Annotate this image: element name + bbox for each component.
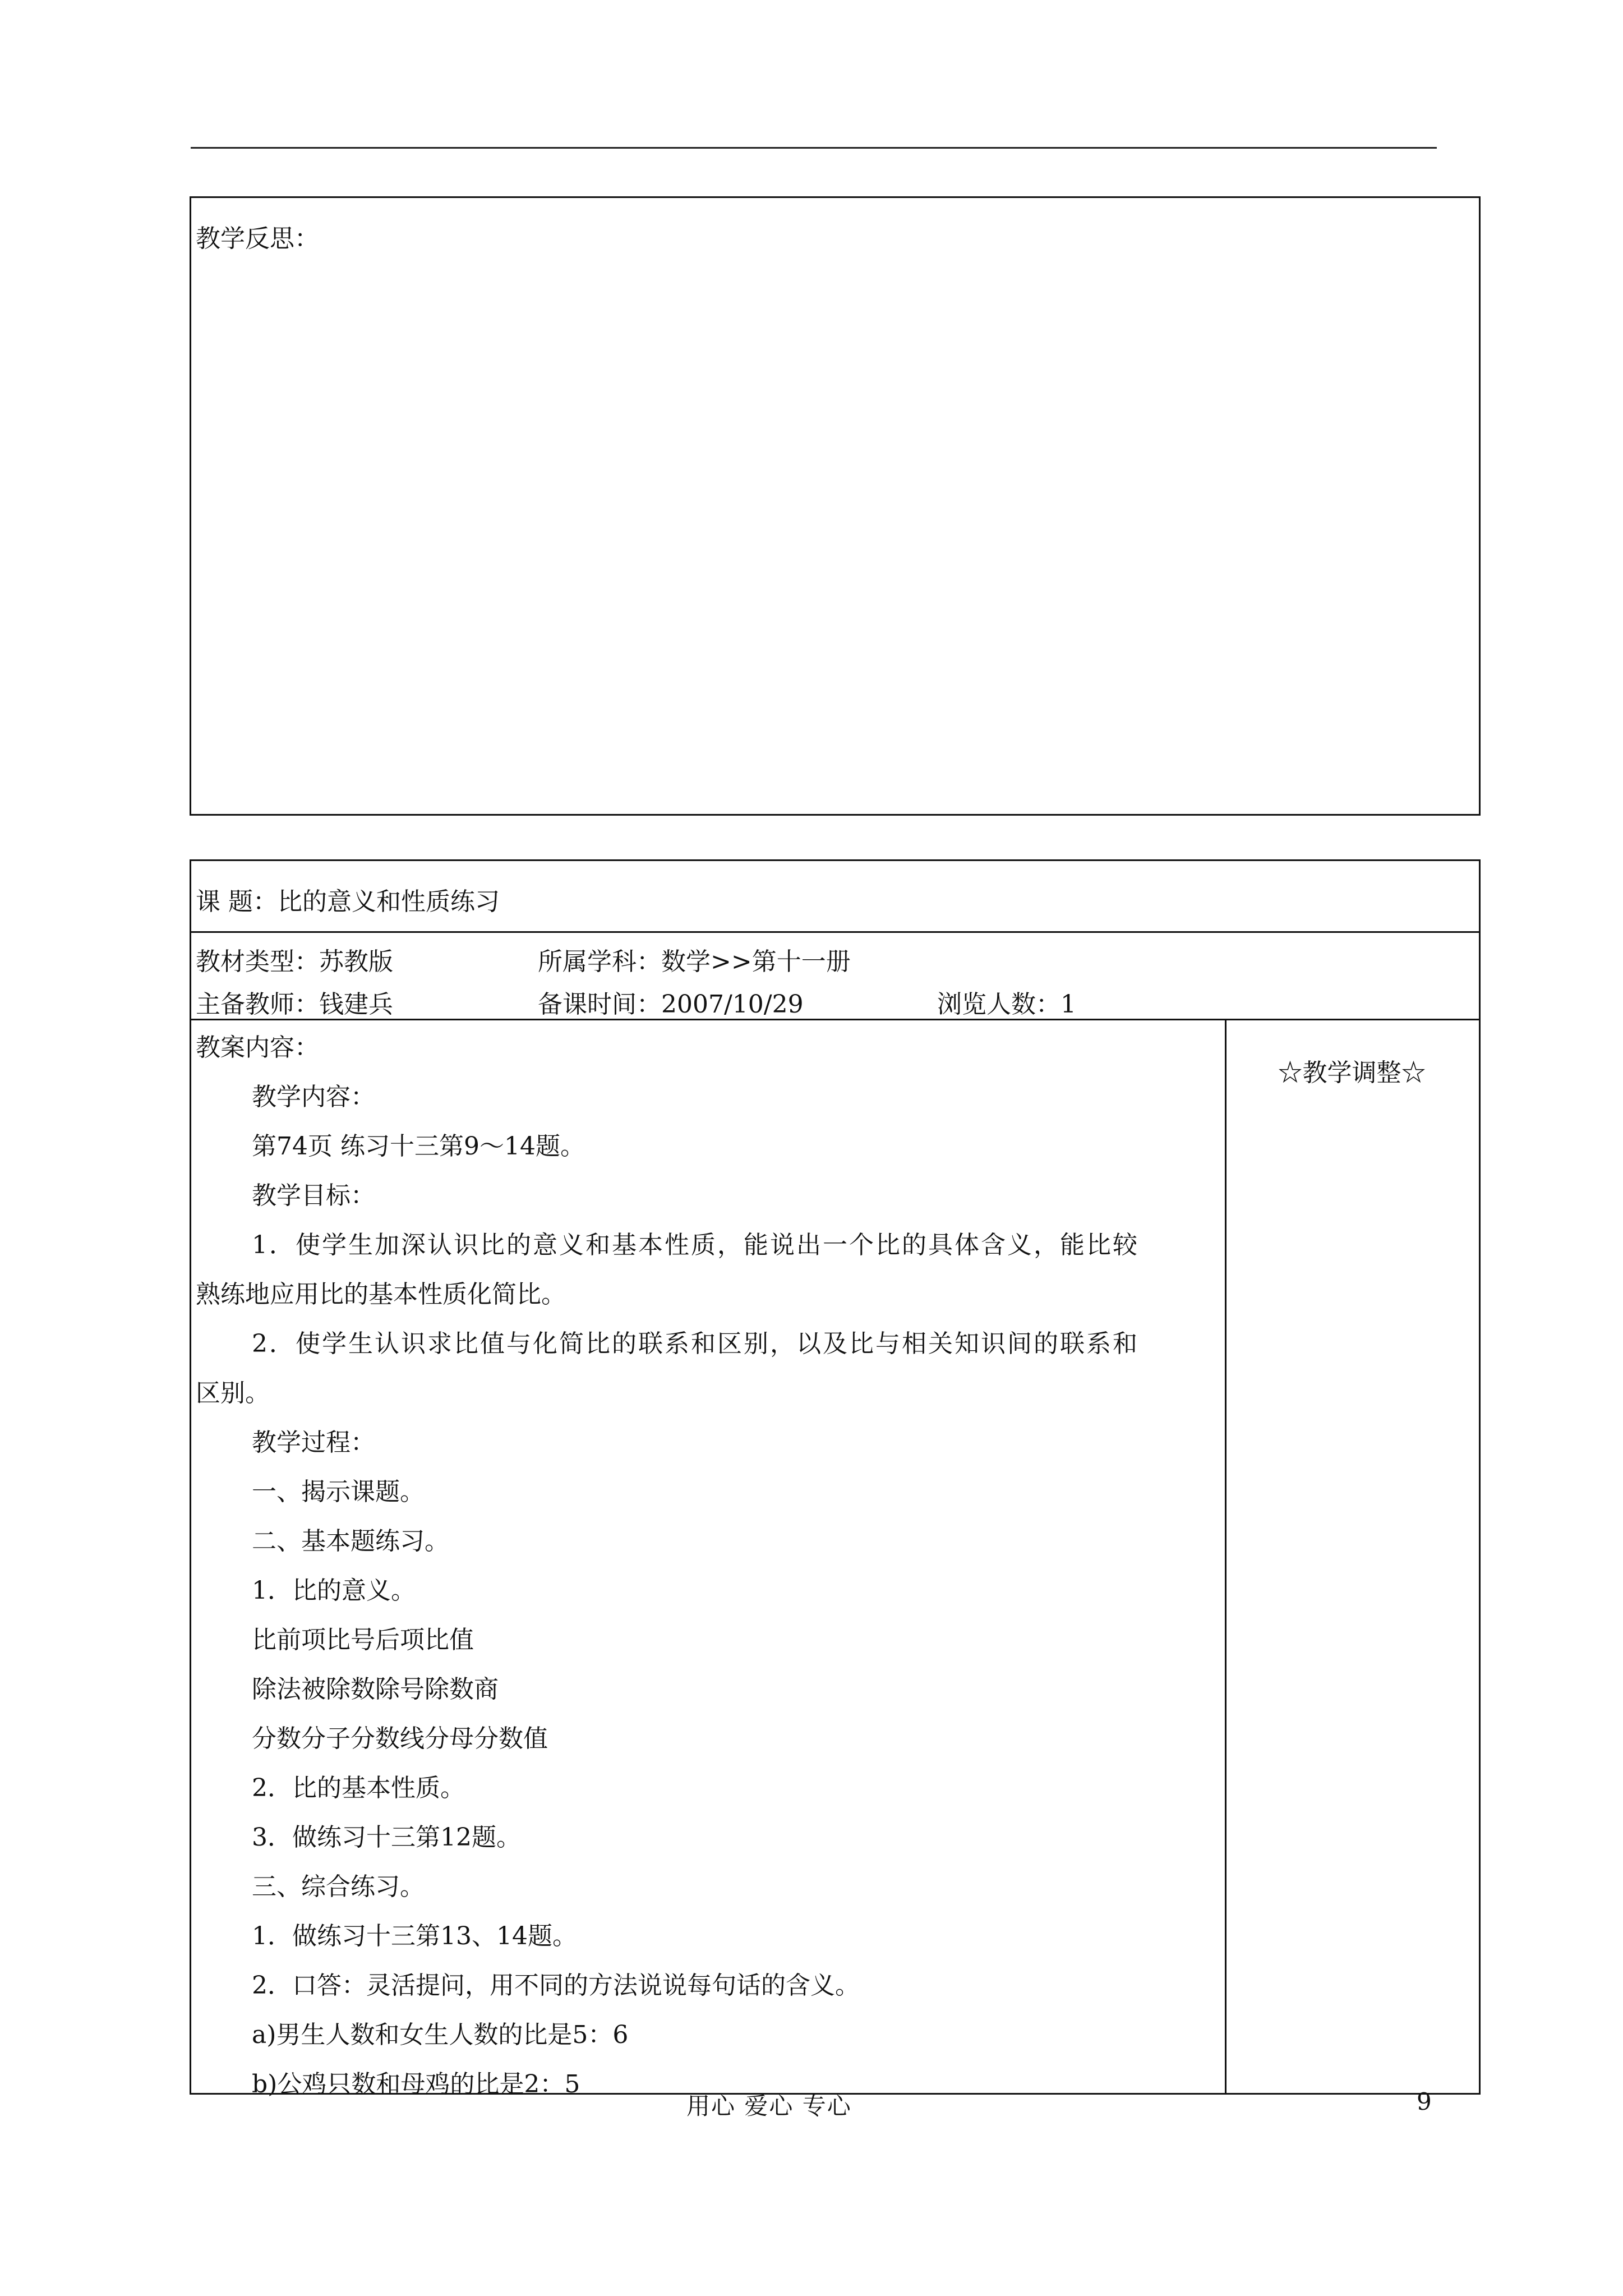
- content-line: 1．使学生加深认识比的意义和基本性质，能说出一个比的具体含义，能比较: [252, 1231, 1139, 1259]
- content-line: a)男生人数和女生人数的比是5：6: [252, 2021, 629, 2049]
- content-line: 分数分子分数线分母分数值: [252, 1724, 548, 1753]
- content-line: 教学过程：: [252, 1428, 375, 1457]
- content-line: 3．做练习十三第12题。: [252, 1823, 521, 1852]
- content-line: 2．使学生认识求比值与化简比的联系和区别，以及比与相关知识间的联系和: [252, 1329, 1139, 1358]
- content-line: 教学目标：: [252, 1181, 375, 1210]
- content-line: 一、揭示课题。: [252, 1478, 425, 1506]
- content-line: 2．比的基本性质。: [252, 1774, 465, 1802]
- content-line: 熟练地应用比的基本性质化简比。: [196, 1280, 566, 1309]
- teaching-adjustment-label: ☆教学调整☆: [1278, 1059, 1426, 1087]
- content-heading: 教案内容：: [196, 1033, 319, 1062]
- content-line: 1．做练习十三第13、14题。: [252, 1922, 577, 1950]
- textbook-type: 教材类型：苏教版: [196, 947, 393, 976]
- content-line: 2．口答：灵活提问，用不同的方法说说每句话的含义。: [252, 1971, 860, 2000]
- content-line: 三、综合练习。: [252, 1872, 425, 1901]
- content-line: 1．比的意义。: [252, 1576, 416, 1605]
- teacher: 主备教师：钱建兵: [196, 990, 393, 1019]
- header-rule: [191, 147, 1437, 149]
- content-line: 教学内容：: [252, 1083, 375, 1111]
- content-line: 二、基本题练习。: [252, 1527, 449, 1556]
- reflection-label: 教学反思：: [196, 224, 319, 253]
- teaching-adjustment-column: [1225, 1019, 1479, 1088]
- content-line: 比前项比号后项比值: [252, 1626, 474, 1654]
- content-line: 除法被除数除号除数商: [252, 1675, 499, 1704]
- lesson-plan-table: [190, 859, 1481, 2099]
- subject: 所属学科：数学>>第十一册: [538, 947, 851, 976]
- content-line: 区别。: [196, 1379, 270, 1407]
- footer-motto: 用心 爱心 专心: [686, 2092, 852, 2120]
- lesson-topic: 课 题：比的意义和性质练习: [196, 887, 500, 916]
- column-divider: [1225, 1019, 1227, 2093]
- reflection-box: [190, 196, 1481, 816]
- content-line: 第74页 练习十三第9～14题。: [252, 1132, 585, 1161]
- views: 浏览人数：1: [937, 990, 1076, 1019]
- row-divider: [191, 931, 1479, 933]
- prep-time: 备课时间：2007/10/29: [538, 990, 804, 1019]
- page-number: 9: [1417, 2088, 1432, 2115]
- content-line: b)公鸡只数和母鸡的比是2：5: [252, 2070, 580, 2099]
